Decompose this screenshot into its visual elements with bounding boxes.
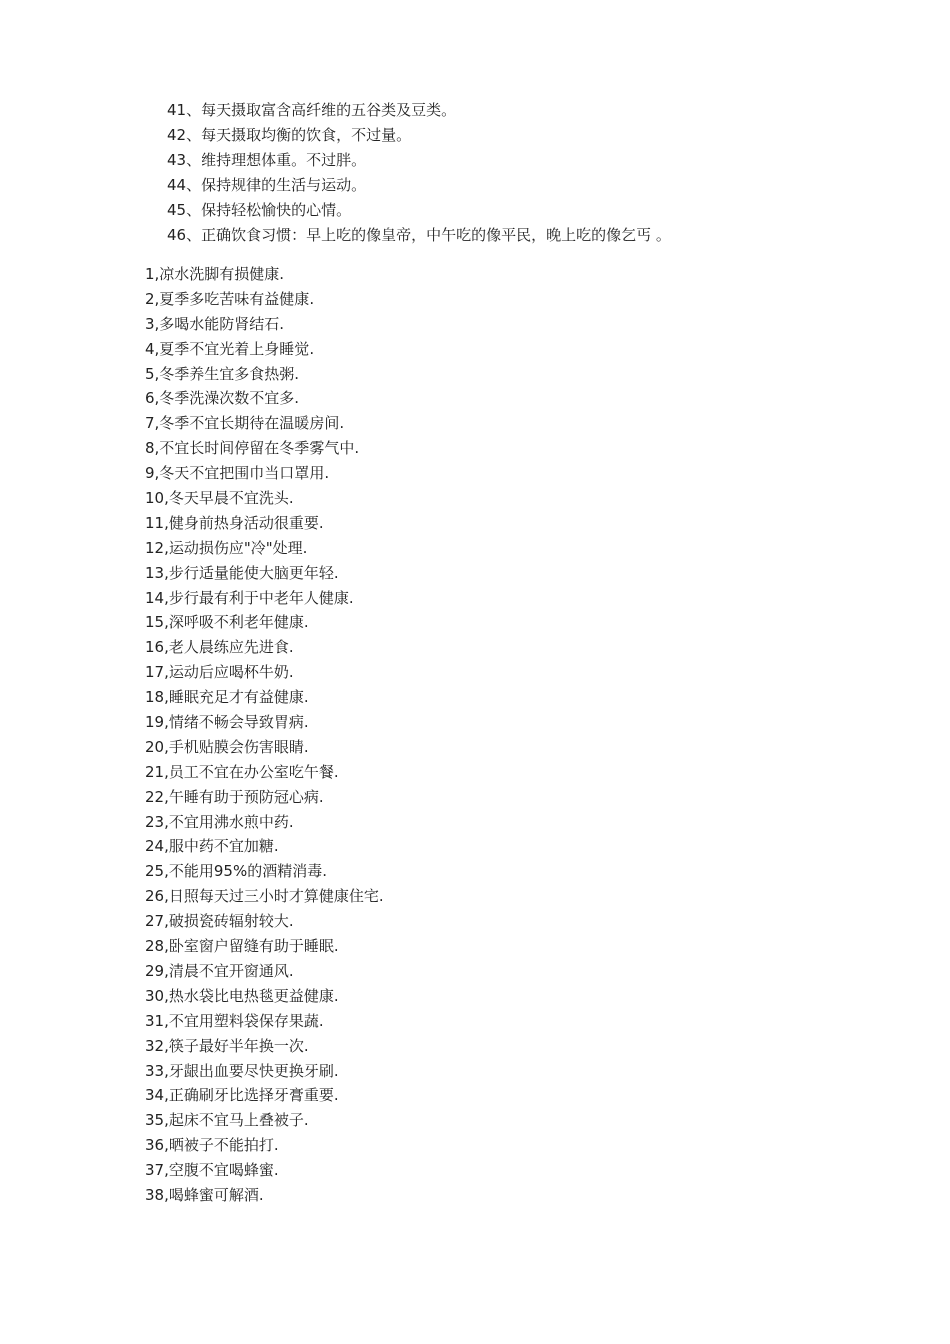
list-item: 8,不宜长时间停留在冬季雾气中. xyxy=(145,439,360,458)
list-item: 38,喝蜂蜜可解酒. xyxy=(145,1185,264,1204)
list-item: 19,情绪不畅会导致胃病. xyxy=(145,713,309,732)
list-item: 16,老人晨练应先进食. xyxy=(145,638,294,657)
list-item: 12,运动损伤应"冷"处理. xyxy=(145,538,308,557)
list-item: 10,冬天早晨不宜洗头. xyxy=(145,489,294,508)
list-item: 3,多喝水能防肾结石. xyxy=(145,314,285,333)
list-item: 34,正确刷牙比选择牙膏重要. xyxy=(145,1086,339,1105)
list-item: 20,手机贴膜会伤害眼睛. xyxy=(145,737,309,756)
list-item: 31,不宜用塑料袋保存果蔬. xyxy=(145,1011,324,1030)
list-item: 14,步行最有利于中老年人健康. xyxy=(145,588,354,607)
list-item: 42、每天摄取均衡的饮食，不过量。 xyxy=(167,126,412,144)
list-item: 36,晒被子不能拍打. xyxy=(145,1136,279,1155)
list-item: 45、保持轻松愉快的心情。 xyxy=(167,201,352,219)
list-item: 18,睡眠充足才有益健康. xyxy=(145,688,309,707)
list-item: 4,夏季不宜光着上身睡觉. xyxy=(145,339,315,358)
list-item: 11,健身前热身活动很重要. xyxy=(145,513,324,532)
list-item: 41、每天摄取富含高纤维的五谷类及豆类。 xyxy=(167,101,457,119)
list-item: 32,筷子最好半年换一次. xyxy=(145,1036,309,1055)
list-item: 2,夏季多吃苦味有益健康. xyxy=(145,289,315,308)
list-item: 1,凉水洗脚有损健康. xyxy=(145,265,285,283)
health-tips-list-1-38 xyxy=(145,262,384,1208)
list-item: 15,深呼吸不利老年健康. xyxy=(145,613,309,632)
list-item: 5,冬季养生宜多食热粥. xyxy=(145,364,300,383)
list-item: 6,冬季洗澡次数不宜多. xyxy=(145,389,300,408)
list-item: 44、保持规律的生活与运动。 xyxy=(167,176,367,194)
list-item: 43、维持理想体重。不过胖。 xyxy=(167,151,367,169)
list-item: 29,清晨不宜开窗通风. xyxy=(145,961,294,980)
list-item: 35,起床不宜马上叠被子. xyxy=(145,1111,309,1130)
health-tips-list-41-46 xyxy=(167,98,671,248)
list-item: 28,卧室窗户留缝有助于睡眠. xyxy=(145,937,339,956)
list-item: 23,不宜用沸水煎中药. xyxy=(145,812,294,831)
list-item: 24,服中药不宜加糖. xyxy=(145,837,279,856)
list-item: 37,空腹不宜喝蜂蜜. xyxy=(145,1161,279,1180)
list-item: 22,午睡有助于预防冠心病. xyxy=(145,787,324,806)
list-item: 46、正确饮食习惯：早上吃的像皇帝，中午吃的像平民，晚上吃的像乞丐 。 xyxy=(167,226,671,244)
list-item: 9,冬天不宜把围巾当口罩用. xyxy=(145,464,330,483)
list-item: 33,牙龈出血要尽快更换牙刷. xyxy=(145,1061,339,1080)
list-item: 7,冬季不宜长期待在温暖房间. xyxy=(145,414,345,433)
list-item: 21,员工不宜在办公室吃午餐. xyxy=(145,762,339,781)
list-item: 17,运动后应喝杯牛奶. xyxy=(145,663,294,682)
list-item: 13,步行适量能使大脑更年轻. xyxy=(145,563,339,582)
list-item: 25,不能用95%的酒精消毒. xyxy=(145,862,327,881)
list-item: 30,热水袋比电热毯更益健康. xyxy=(145,986,339,1005)
list-item: 26,日照每天过三小时才算健康住宅. xyxy=(145,887,384,906)
list-item: 27,破损瓷砖辐射较大. xyxy=(145,912,294,931)
